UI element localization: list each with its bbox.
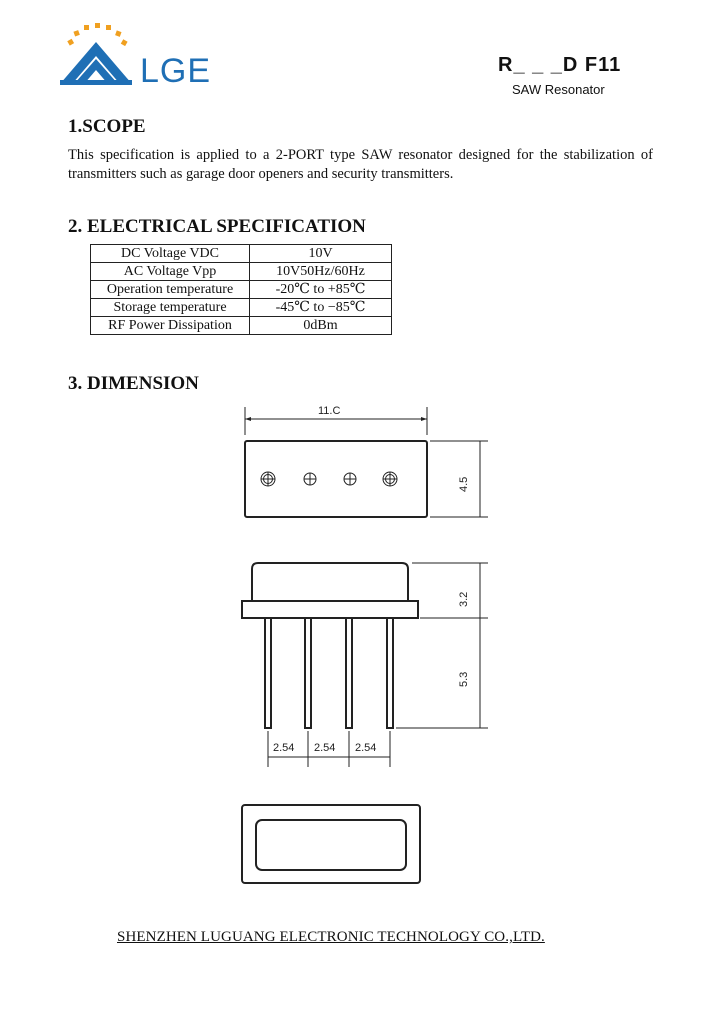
table-row — [91, 245, 392, 263]
electrical-spec-table — [90, 244, 392, 335]
spec-label: DC Voltage VDC — [91, 245, 250, 263]
logo-text: LGE — [140, 52, 212, 90]
part-number: R_ _ _D F11 — [498, 54, 622, 76]
scope-text: This specification is applied to a 2-PORT type SAW resonator designed for the stabilization of transmitters such as garage door openers and security transmitters. — [68, 147, 653, 182]
table-row — [91, 317, 392, 335]
table-row — [91, 299, 392, 317]
dim-lead-length-label: 5.3 — [458, 671, 470, 687]
dim-width-label: 11.C — [318, 405, 341, 417]
dimension-drawing — [230, 395, 500, 895]
spec-label: Operation temperature — [91, 281, 250, 299]
spec-value: -20℃ to +85℃ — [250, 281, 392, 299]
spec-value: 0dBm — [250, 317, 392, 335]
product-subtitle: SAW Resonator — [512, 82, 605, 97]
dim-pitch-label: 2.54 — [355, 742, 377, 754]
scope-heading: 1.SCOPE — [68, 116, 146, 137]
table-row — [91, 263, 392, 281]
table-row — [91, 281, 392, 299]
spec-label: AC Voltage Vpp — [91, 263, 250, 281]
dim-height-label: 4.5 — [458, 476, 470, 492]
dimension-heading: 3. DIMENSION — [68, 373, 199, 394]
spec-label: RF Power Dissipation — [91, 317, 250, 335]
spec-label: Storage temperature — [91, 299, 250, 317]
spec-value: 10V50Hz/60Hz — [250, 263, 392, 281]
company-footer: SHENZHEN LUGUANG ELECTRONIC TECHNOLOGY CO.,LTD. — [117, 929, 545, 945]
electrical-heading: 2. ELECTRICAL SPECIFICATION — [68, 216, 366, 237]
company-logo — [58, 22, 248, 92]
dim-pitch-label: 2.54 — [273, 742, 295, 754]
spec-value: -45℃ to −85℃ — [250, 299, 392, 317]
dim-pitch-label: 2.54 — [314, 742, 336, 754]
dim-body-height-label: 3.2 — [458, 591, 470, 607]
spec-value: 10V — [250, 245, 392, 263]
mountain-icon — [60, 42, 132, 85]
sun-dots-icon — [67, 23, 127, 46]
